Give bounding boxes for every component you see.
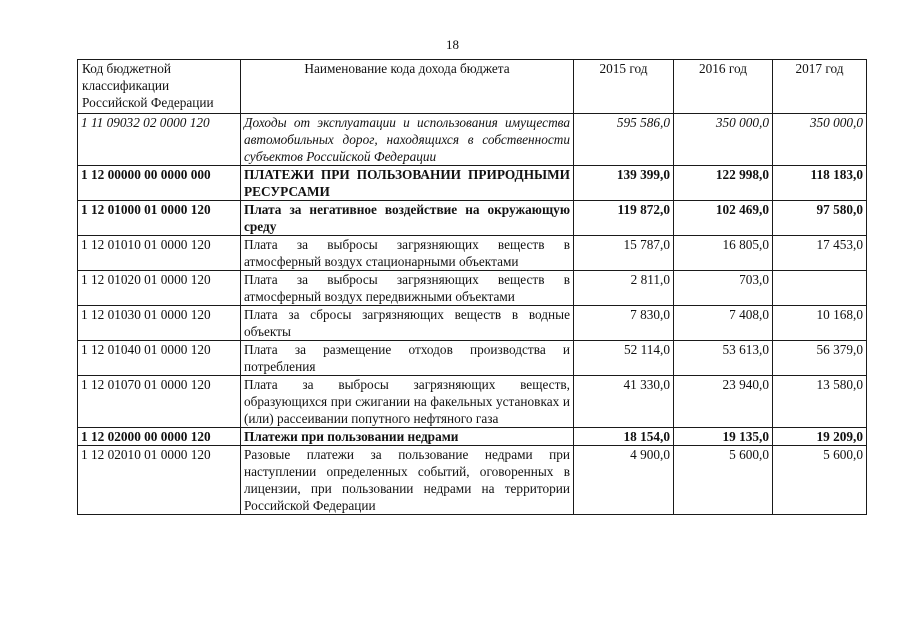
- table-row: [78, 236, 867, 271]
- header-code: Код бюджетной классификации Российской Федерации: [78, 60, 241, 114]
- row-value-2017: [773, 271, 867, 306]
- row-value-2015: 52 114,0: [574, 341, 674, 376]
- row-value-2015: 2 811,0: [574, 271, 674, 306]
- row-value-2017: 13 580,0: [773, 376, 867, 428]
- row-value-2016: 350 000,0: [674, 114, 773, 166]
- row-code: 1 12 01010 01 0000 120: [78, 236, 241, 271]
- row-value-2016: 23 940,0: [674, 376, 773, 428]
- row-value-2015: 15 787,0: [574, 236, 674, 271]
- row-value-2017: 10 168,0: [773, 306, 867, 341]
- header-name: Наименование кода дохода бюджета: [241, 60, 574, 114]
- row-name: Плата за выбросы загрязняющих веществ в атмосферный воздух стационарными объектами: [241, 236, 574, 271]
- row-code: 1 12 02000 00 0000 120: [78, 428, 241, 446]
- row-value-2016: 16 805,0: [674, 236, 773, 271]
- row-value-2016: 122 998,0: [674, 166, 773, 201]
- table-row: [78, 114, 867, 166]
- row-value-2017: 19 209,0: [773, 428, 867, 446]
- row-value-2015: 119 872,0: [574, 201, 674, 236]
- row-value-2016: 102 469,0: [674, 201, 773, 236]
- row-code: 1 12 01000 01 0000 120: [78, 201, 241, 236]
- row-value-2016: 19 135,0: [674, 428, 773, 446]
- row-value-2015: 4 900,0: [574, 446, 674, 515]
- row-code: 1 12 01070 01 0000 120: [78, 376, 241, 428]
- row-code: 1 12 01040 01 0000 120: [78, 341, 241, 376]
- table-row: [78, 446, 867, 515]
- row-value-2017: 17 453,0: [773, 236, 867, 271]
- table-row: [78, 428, 867, 446]
- table-row: [78, 341, 867, 376]
- row-value-2016: 5 600,0: [674, 446, 773, 515]
- row-value-2017: 118 183,0: [773, 166, 867, 201]
- row-name: Плата за выбросы загрязняющих веществ, образующихся при сжигании на факельных установках и (или) рассеивании попутного нефтяного газа: [241, 376, 574, 428]
- header-2015: 2015 год: [574, 60, 674, 114]
- table-header-row: [78, 60, 867, 114]
- row-value-2015: 139 399,0: [574, 166, 674, 201]
- row-value-2016: 53 613,0: [674, 341, 773, 376]
- row-name: Плата за негативное воздействие на окружающую среду: [241, 201, 574, 236]
- table-row: [78, 271, 867, 306]
- row-name: Доходы от эксплуатации и использования имущества автомобильных дорог, находящихся в собственности субъектов Российской Федерации: [241, 114, 574, 166]
- row-name: Плата за сбросы загрязняющих веществ в водные объекты: [241, 306, 574, 341]
- row-code: 1 12 01020 01 0000 120: [78, 271, 241, 306]
- row-code: 1 11 09032 02 0000 120: [78, 114, 241, 166]
- header-2017: 2017 год: [773, 60, 867, 114]
- row-value-2017: 350 000,0: [773, 114, 867, 166]
- page-number: 18: [446, 37, 459, 52]
- row-value-2017: 5 600,0: [773, 446, 867, 515]
- row-code: 1 12 01030 01 0000 120: [78, 306, 241, 341]
- row-value-2015: 18 154,0: [574, 428, 674, 446]
- row-name: ПЛАТЕЖИ ПРИ ПОЛЬЗОВАНИИ ПРИРОДНЫМИ РЕСУРСАМИ: [241, 166, 574, 201]
- row-value-2015: 595 586,0: [574, 114, 674, 166]
- table-row: [78, 306, 867, 341]
- row-code: 1 12 00000 00 0000 000: [78, 166, 241, 201]
- row-value-2016: 703,0: [674, 271, 773, 306]
- row-name: Разовые платежи за пользование недрами при наступлении определенных событий, оговоренных в лицензии, при пользовании недрами на территории Российской Федерации: [241, 446, 574, 515]
- row-value-2017: 97 580,0: [773, 201, 867, 236]
- row-value-2017: 56 379,0: [773, 341, 867, 376]
- table-row: [78, 201, 867, 236]
- header-2016: 2016 год: [674, 60, 773, 114]
- row-code: 1 12 02010 01 0000 120: [78, 446, 241, 515]
- budget-revenue-table: [77, 59, 867, 515]
- row-value-2015: 7 830,0: [574, 306, 674, 341]
- table-row: [78, 166, 867, 201]
- row-name: Платежи при пользовании недрами: [241, 428, 574, 446]
- table-row: [78, 376, 867, 428]
- row-name: Плата за выбросы загрязняющих веществ в атмосферный воздух передвижными объектами: [241, 271, 574, 306]
- row-name: Плата за размещение отходов производства и потребления: [241, 341, 574, 376]
- row-value-2015: 41 330,0: [574, 376, 674, 428]
- row-value-2016: 7 408,0: [674, 306, 773, 341]
